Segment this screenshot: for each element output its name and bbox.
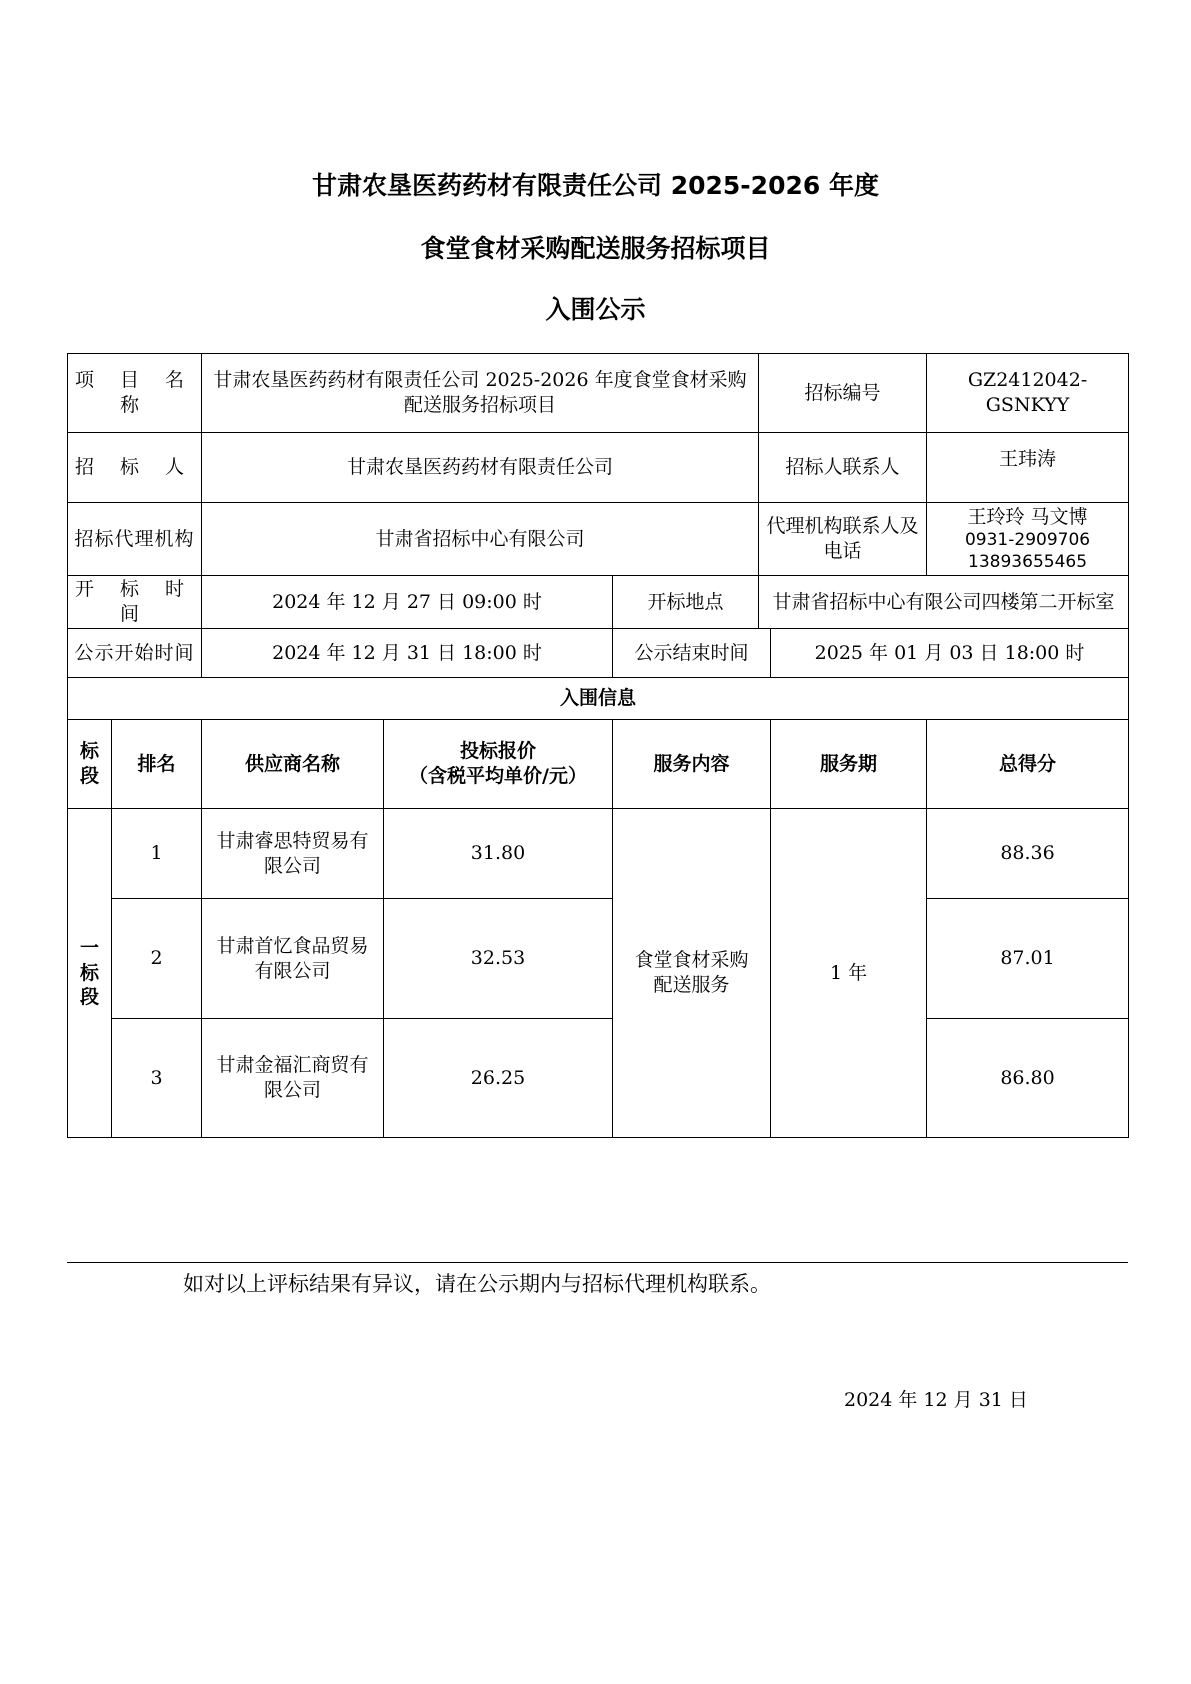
lot-header-text: 标段 [80, 740, 100, 787]
rank-cell: 3 [112, 1019, 202, 1138]
tenderer-label: 招 标 人 [68, 433, 202, 503]
score-header: 总得分 [927, 720, 1129, 809]
agency-row [68, 503, 1129, 576]
price-cell: 26.25 [384, 1019, 613, 1138]
period-cell: 1 年 [771, 809, 927, 1138]
price-header [384, 720, 613, 809]
score-cell: 87.01 [927, 899, 1129, 1019]
table-row [68, 899, 1129, 1019]
bid-number-value: GZ2412042-GSNKYY [927, 354, 1129, 433]
publicity-start-value: 2024 年 12 月 31 日 18:00 时 [202, 629, 613, 678]
agency-contact-value [927, 503, 1129, 576]
tenderer-value: 甘肃农垦医药药材有限责任公司 [202, 433, 759, 503]
score-cell: 86.80 [927, 1019, 1129, 1138]
table-row [68, 809, 1129, 899]
supplier-header: 供应商名称 [202, 720, 384, 809]
service-cell: 食堂食材采购配送服务 [613, 809, 771, 1138]
tenderer-row [68, 433, 1129, 503]
shortlist-section-row [68, 678, 1129, 720]
price-cell: 32.53 [384, 899, 613, 1019]
document-title-line1: 甘肃农垦医药药材有限责任公司 2025-2026 年度 [312, 171, 879, 200]
score-cell: 88.36 [927, 809, 1129, 899]
footer-divider [67, 1262, 1128, 1263]
tenderer-contact-label: 招标人联系人 [759, 433, 927, 503]
supplier-cell: 甘肃金福汇商贸有限公司 [202, 1019, 384, 1138]
opening-place-label: 开标地点 [613, 576, 759, 629]
announcement-table [67, 353, 1129, 1138]
lot-header [68, 720, 112, 809]
tenderer-contact-value: 王玮涛 [927, 433, 1129, 503]
price-cell: 31.80 [384, 809, 613, 899]
publicity-end-label: 公示结束时间 [613, 629, 771, 678]
price-header-line2: （含税平均单价/元） [409, 765, 587, 787]
supplier-cell: 甘肃睿思特贸易有限公司 [202, 809, 384, 899]
agency-label: 招标代理机构 [68, 503, 202, 576]
opening-place-value: 甘肃省招标中心有限公司四楼第二开标室 [759, 576, 1129, 629]
period-header: 服务期 [771, 720, 927, 809]
project-name-value: 甘肃农垦医药药材有限责任公司 2025-2026 年度食堂食材采购配送服务招标项目 [202, 354, 759, 433]
project-name-row [68, 354, 1129, 433]
agency-contact-names: 王玲玲 马文博 [967, 505, 1088, 528]
shortlist-header-row [68, 720, 1129, 809]
supplier-cell: 甘肃首忆食品贸易有限公司 [202, 899, 384, 1019]
price-header-line1: 投标报价 [459, 740, 536, 763]
objection-note: 如对以上评标结果有异议，请在公示期内与招标代理机构联系。 [183, 1272, 771, 1296]
publicity-start-label: 公示开始时间 [68, 629, 202, 678]
document-title-line3: 入围公示 [545, 295, 646, 324]
bid-number-label: 招标编号 [759, 354, 927, 433]
document-title-line2: 食堂食材采购配送服务招标项目 [420, 234, 771, 263]
opening-time-value: 2024 年 12 月 27 日 09:00 时 [202, 576, 613, 629]
agency-contact-label: 代理机构联系人及电话 [759, 503, 927, 576]
rank-cell: 2 [112, 899, 202, 1019]
lot-cell [68, 809, 112, 1138]
lot-cell-text: 一标段 [80, 936, 100, 1009]
shortlist-section-title: 入围信息 [68, 678, 1129, 720]
publicity-period-row [68, 629, 1129, 678]
rank-header: 排名 [112, 720, 202, 809]
announcement-date: 2024 年 12 月 31 日 [844, 1389, 1028, 1411]
rank-cell: 1 [112, 809, 202, 899]
agency-value: 甘肃省招标中心有限公司 [202, 503, 759, 576]
opening-time-label: 开 标 时 间 [68, 576, 202, 629]
project-name-label: 项 目 名 称 [68, 354, 202, 433]
table-row [68, 1019, 1129, 1138]
service-header: 服务内容 [613, 720, 771, 809]
agency-contact-phones: 0931-2909706 13893655465 [964, 530, 1091, 573]
bid-opening-row [68, 576, 1129, 629]
publicity-end-value: 2025 年 01 月 03 日 18:00 时 [771, 629, 1129, 678]
